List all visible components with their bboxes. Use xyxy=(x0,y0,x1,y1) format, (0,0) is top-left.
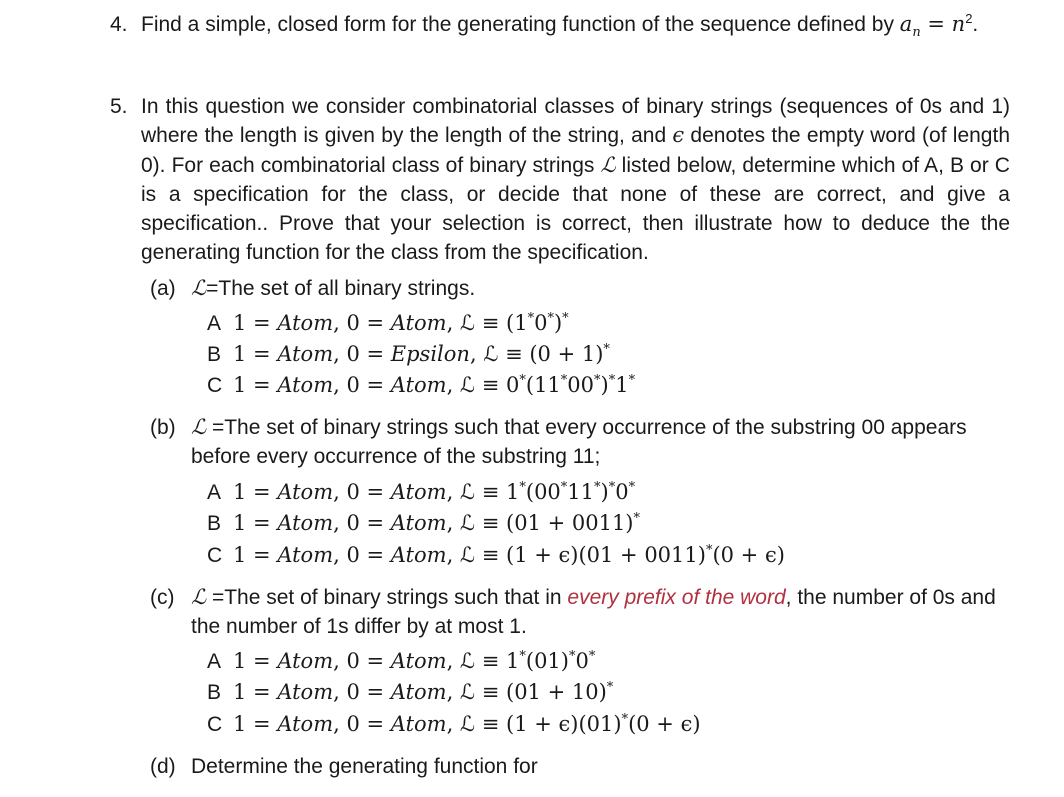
part-a xyxy=(150,274,1010,303)
option-c-A: A 1 = Atom, 0 = Atom, ℒ ≡ 1*(01)*0* xyxy=(207,649,596,673)
option-a-B: B 1 = Atom, 0 = Epsilon, ℒ ≡ (0 + 1)* xyxy=(207,342,610,366)
option-b-C: C 1 = Atom, 0 = Atom, ℒ ≡ (1 + ϵ)(01 + 0011)*(0 + ϵ) xyxy=(207,543,785,567)
option-a-C: C 1 = Atom, 0 = Atom, ℒ ≡ 0*(11*00*)*1* xyxy=(207,373,636,397)
emphasized-phrase: every prefix of the word xyxy=(567,586,786,609)
part-label: (a) xyxy=(150,277,176,300)
part-text: ℒ =The set of binary strings such that in every prefix of the word, the number of 0s and the number of 1s differ by at most 1. xyxy=(191,585,996,639)
option-c-B: B 1 = Atom, 0 = Atom, ℒ ≡ (01 + 10)* xyxy=(207,680,614,704)
question-text: In this question we consider combinatorial classes of binary strings (sequences of 0s and 1) where the length is given by the length of the string, and ϵ denotes the empty word (of length 0). For each combinatorial class of binary strings ℒ listed below, determine which of A, B or C is a specification for the class, or decide that none of these are correct, and give a specification.. Prove that your selection is correct, then illustrate how to deduce the the generating function for the class from the specification. xyxy=(141,95,1010,265)
part-d xyxy=(150,752,1010,781)
part-label: (c) xyxy=(150,586,175,609)
part-text: ℒ=The set of all binary strings. xyxy=(191,276,476,300)
part-label: (b) xyxy=(150,416,176,439)
math-a-n: $a_n$ xyxy=(899,12,921,41)
question-4 xyxy=(110,10,1010,39)
option-b-A: A 1 = Atom, 0 = Atom, ℒ ≡ 1*(00*11*)*0* xyxy=(207,480,636,504)
option-b-B: B 1 = Atom, 0 = Atom, ℒ ≡ (01 + 0011)* xyxy=(207,511,640,535)
question-number: 5. xyxy=(110,95,128,118)
question-text: Find a simple, closed form for the generating function of the sequence defined by $a_n = n^2$. xyxy=(141,11,979,41)
part-b xyxy=(150,413,1010,472)
question-5 xyxy=(110,92,1010,268)
part-label: (d) xyxy=(150,755,176,778)
part-text: ℒ =The set of binary strings such that every occurrence of the substring 00 appears before every occurrence of the substring 11; xyxy=(191,415,967,469)
question-number: 4. xyxy=(110,13,128,36)
part-text: Determine the generating function for xyxy=(191,755,538,778)
part-c xyxy=(150,583,1010,642)
option-a-A: A 1 = Atom, 0 = Atom, ℒ ≡ (1*0*)* xyxy=(207,311,569,335)
option-c-C: C 1 = Atom, 0 = Atom, ℒ ≡ (1 + ϵ)(01)*(0 + ϵ) xyxy=(207,712,701,736)
